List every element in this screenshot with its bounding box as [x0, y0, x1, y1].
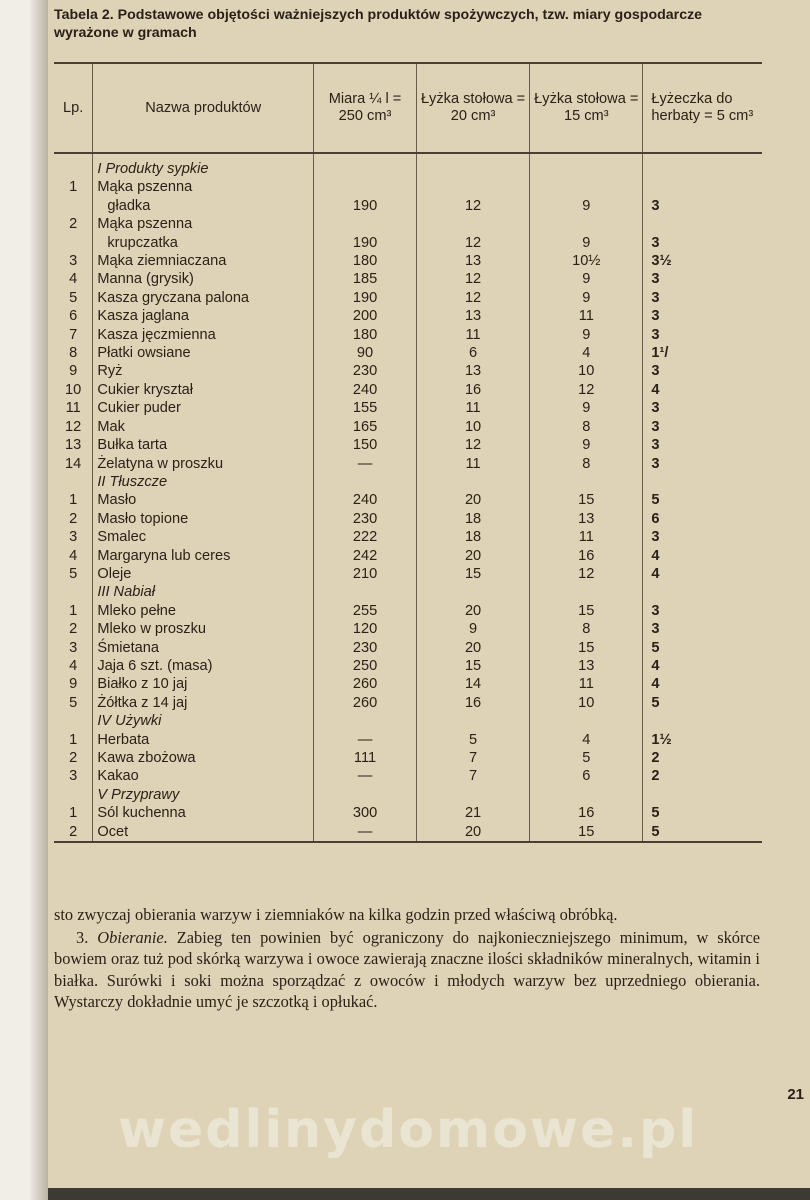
table-row [54, 436, 762, 454]
cell-tablespoon-20: 6 [416, 344, 529, 362]
cell-lp: 2 [69, 216, 78, 233]
header-tablespoon-15: Łyżka stołowa = 15 cm³ [530, 63, 643, 153]
cell-lp [54, 197, 93, 215]
cell-tablespoon-20: 20 [416, 823, 529, 842]
cell-tablespoon-20: 16 [416, 694, 529, 712]
cell-teaspoon [643, 215, 762, 233]
cell-tablespoon-15: 10½ [530, 252, 643, 270]
cell-tablespoon-15: 8 [530, 620, 643, 638]
section-empty [314, 473, 417, 491]
cell-tablespoon-15: 10 [530, 362, 643, 380]
header-lp: Lp. [54, 63, 93, 153]
cell-name: Mąka pszenna [93, 178, 314, 196]
cell-measure: 165 [314, 418, 417, 436]
cell-tablespoon-15: 13 [530, 657, 643, 675]
cell-tablespoon-15: 5 [530, 749, 643, 767]
section-empty [643, 786, 762, 804]
cell-lp: 1 [69, 492, 78, 509]
cell-lp: 5 [69, 694, 78, 711]
section-empty [314, 583, 417, 601]
cell-teaspoon: 4 [643, 565, 762, 583]
cell-measure: 180 [314, 326, 417, 344]
cell-name: Kakao [93, 767, 314, 785]
cell-tablespoon-15: 13 [530, 510, 643, 528]
cell-name: Masło [93, 491, 314, 509]
cell-measure [314, 178, 417, 196]
cell-name: Mąka pszenna [93, 215, 314, 233]
cell-name: Żółtka z 14 jaj [93, 694, 314, 712]
cell-name: Kasza jaglana [93, 307, 314, 325]
cell-lp: 14 [65, 455, 82, 472]
cell-tablespoon-20: 13 [416, 307, 529, 325]
header-teaspoon: Łyżeczka do herbaty = 5 cm³ [643, 63, 762, 153]
header-tablespoon-20: Łyżka stołowa = 20 cm³ [416, 63, 529, 153]
cell-tablespoon-20: 18 [416, 528, 529, 546]
section-row [54, 786, 762, 804]
table-caption [54, 6, 762, 42]
cell-tablespoon-20 [416, 215, 529, 233]
cell-tablespoon-15 [530, 178, 643, 196]
section-empty [416, 583, 529, 601]
cell-name: krupczatka [93, 234, 314, 252]
cell-tablespoon-15: 6 [530, 767, 643, 785]
cell-teaspoon: 3 [643, 528, 762, 546]
cell-tablespoon-20: 10 [416, 418, 529, 436]
section-empty [530, 583, 643, 601]
section-title: III Nabiał [93, 583, 314, 601]
cell-name: Mąka ziemniaczana [93, 252, 314, 270]
measures-table [54, 62, 762, 843]
section-empty [530, 786, 643, 804]
table-row [54, 767, 762, 785]
cell-tablespoon-15: 9 [530, 197, 643, 215]
watermark: wedlinydomowe.pl [117, 1100, 699, 1160]
cell-teaspoon: 4 [643, 675, 762, 693]
section-empty [314, 786, 417, 804]
table-row [54, 528, 762, 546]
section-row [54, 473, 762, 491]
cell-teaspoon: 3 [643, 399, 762, 417]
cell-tablespoon-15: 12 [530, 565, 643, 583]
cell-tablespoon-20: 20 [416, 602, 529, 620]
cell-measure: 255 [314, 602, 417, 620]
cell-tablespoon-20: 11 [416, 399, 529, 417]
cell-measure: 150 [314, 436, 417, 454]
cell-measure: — [314, 455, 417, 473]
cell-lp: 6 [69, 308, 78, 325]
table-row [54, 675, 762, 693]
cell-tablespoon-15: 11 [530, 307, 643, 325]
cell-teaspoon: 3 [643, 362, 762, 380]
caption-text: Podstawowe objętości ważniejszych produktów spożywczych, tzw. miary gospodarcze wyrażone w gramach [54, 7, 703, 41]
table-row [54, 565, 762, 583]
table-row [54, 178, 762, 196]
cell-lp: 13 [65, 437, 82, 454]
table-row [54, 344, 762, 362]
cell-measure: 240 [314, 381, 417, 399]
cell-lp: 4 [69, 547, 78, 564]
paragraph-2-lead: 3. [76, 927, 98, 947]
cell-name: Żelatyna w proszku [93, 455, 314, 473]
table-row [54, 804, 762, 822]
cell-lp: 3 [69, 768, 78, 785]
table-row [54, 418, 762, 436]
cell-tablespoon-15: 15 [530, 602, 643, 620]
cell-lp: 1 [69, 602, 78, 619]
cell-measure: 90 [314, 344, 417, 362]
cell-lp: 1 [69, 731, 78, 748]
cell-lp: 9 [69, 676, 78, 693]
section-title: II Tłuszcze [93, 473, 314, 491]
section-title: V Przyprawy [93, 786, 314, 804]
cell-name: Kasza jęczmienna [93, 326, 314, 344]
cell-teaspoon: 1½ [643, 731, 762, 749]
cell-name: Margaryna lub ceres [93, 547, 314, 565]
cell-measure: 300 [314, 804, 417, 822]
section-title: I Produkty sypkie [93, 153, 314, 178]
cell-lp: 8 [69, 345, 78, 362]
cell-measure: 190 [314, 197, 417, 215]
cell-tablespoon-20: 15 [416, 565, 529, 583]
section-empty [643, 712, 762, 730]
cell-lp: 3 [69, 529, 78, 546]
cell-lp: 2 [54, 823, 93, 842]
cell-tablespoon-15 [530, 215, 643, 233]
cell-name: Mleko w proszku [93, 620, 314, 638]
cell-lp: 10 [65, 381, 82, 398]
section-title: IV Używki [93, 712, 314, 730]
cell-tablespoon-15: 15 [530, 823, 643, 842]
section-lp [54, 786, 93, 804]
table-row [54, 455, 762, 473]
cell-tablespoon-20: 11 [416, 455, 529, 473]
cell-tablespoon-20: 13 [416, 362, 529, 380]
cell-lp: 7 [69, 326, 78, 343]
cell-tablespoon-15: 15 [530, 491, 643, 509]
table-row [54, 399, 762, 417]
cell-name: Oleje [93, 565, 314, 583]
table-row [54, 510, 762, 528]
cell-name: Herbata [93, 731, 314, 749]
cell-measure [314, 215, 417, 233]
cell-lp: 1 [69, 805, 78, 822]
table-row [54, 694, 762, 712]
cell-measure: — [314, 731, 417, 749]
cell-tablespoon-15: 10 [530, 694, 643, 712]
cell-lp: 3 [69, 639, 78, 656]
cell-name: Cukier puder [93, 399, 314, 417]
cell-name: Jaja 6 szt. (masa) [93, 657, 314, 675]
cell-name: Manna (grysik) [93, 270, 314, 288]
cell-teaspoon [643, 178, 762, 196]
cell-tablespoon-20: 20 [416, 491, 529, 509]
cell-teaspoon: 3 [643, 307, 762, 325]
cell-tablespoon-20: 20 [416, 639, 529, 657]
cell-tablespoon-15: 12 [530, 381, 643, 399]
cell-name: Cukier kryształ [93, 381, 314, 399]
cell-measure: 210 [314, 565, 417, 583]
section-empty [416, 153, 529, 178]
cell-teaspoon: 1¹/ [643, 344, 762, 362]
table-row [54, 639, 762, 657]
section-empty [643, 473, 762, 491]
header-measure: Miara ¼ l = 250 cm³ [314, 63, 417, 153]
cell-tablespoon-20: 12 [416, 234, 529, 252]
paragraph-2 [54, 927, 760, 1013]
cell-measure: 120 [314, 620, 417, 638]
cell-tablespoon-20: 12 [416, 436, 529, 454]
section-row [54, 583, 762, 601]
cell-lp: 4 [69, 657, 78, 674]
section-row [54, 153, 762, 178]
table-row [54, 823, 762, 842]
cell-tablespoon-20: 18 [416, 510, 529, 528]
cell-tablespoon-20: 9 [416, 620, 529, 638]
cell-measure: 242 [314, 547, 417, 565]
section-empty [416, 712, 529, 730]
cell-teaspoon: 2 [643, 749, 762, 767]
cell-tablespoon-15: 9 [530, 436, 643, 454]
paragraph-2-rest: Zabieg ten powinien być ograniczony do najkonieczniejszego minimum, w skórce bowiem oraz tuż pod skórką warzywa i owoce zawierają znaczne ilości składników mineralnych, witamin i białka. Surówki i soki można sporządzać z owoców i młodych warzyw bez uprzedniego obierania. Wystarczy dokładnie umyć je szczotką i opłukać. [54, 927, 761, 1011]
cell-lp: 5 [69, 565, 78, 582]
cell-teaspoon: 3 [643, 270, 762, 288]
table-row [54, 326, 762, 344]
cell-teaspoon: 3 [643, 289, 762, 307]
cell-tablespoon-15: 9 [530, 289, 643, 307]
cell-measure: 190 [314, 234, 417, 252]
paragraph-1: sto zwyczaj obierania warzyw i ziemniaków na kilka godzin przed właściwą obróbką. [54, 905, 618, 924]
cell-teaspoon: 4 [643, 381, 762, 399]
cell-measure: 260 [314, 694, 417, 712]
cell-name: Kawa zbożowa [93, 749, 314, 767]
section-lp [54, 153, 93, 178]
cell-tablespoon-20: 12 [416, 197, 529, 215]
section-lp [54, 712, 93, 730]
section-empty [416, 473, 529, 491]
cell-teaspoon: 2 [643, 767, 762, 785]
body-text [54, 904, 760, 1013]
table-row [54, 749, 762, 767]
cell-lp: 9 [69, 363, 78, 380]
cell-measure: 230 [314, 510, 417, 528]
section-lp [54, 583, 93, 601]
table-row [54, 307, 762, 325]
cell-lp: 2 [69, 621, 78, 638]
cell-tablespoon-15: 8 [530, 418, 643, 436]
table-row [54, 270, 762, 288]
section-empty [530, 153, 643, 178]
cell-teaspoon: 3 [643, 436, 762, 454]
table-row [54, 289, 762, 307]
page-edge [0, 0, 48, 1200]
cell-tablespoon-20: 14 [416, 675, 529, 693]
cell-measure: — [314, 767, 417, 785]
section-empty [530, 712, 643, 730]
cell-teaspoon: 3 [643, 197, 762, 215]
cell-teaspoon: 5 [643, 823, 762, 842]
cell-tablespoon-20: 11 [416, 326, 529, 344]
cell-tablespoon-20: 16 [416, 381, 529, 399]
table-row [54, 602, 762, 620]
cell-tablespoon-20: 7 [416, 749, 529, 767]
cell-measure: 222 [314, 528, 417, 546]
cell-measure: 190 [314, 289, 417, 307]
cell-measure: 240 [314, 491, 417, 509]
cell-tablespoon-15: 4 [530, 731, 643, 749]
cell-tablespoon-20 [416, 178, 529, 196]
cell-name: gładka [93, 197, 314, 215]
cell-measure: 111 [314, 749, 417, 767]
table-row [54, 197, 762, 215]
cell-measure: 155 [314, 399, 417, 417]
cell-teaspoon: 3 [643, 455, 762, 473]
cell-measure: 230 [314, 362, 417, 380]
header-name: Nazwa produktów [93, 63, 314, 153]
section-empty [314, 153, 417, 178]
cell-tablespoon-15: 16 [530, 804, 643, 822]
section-row [54, 712, 762, 730]
cell-tablespoon-15: 11 [530, 675, 643, 693]
cell-name: Bułka tarta [93, 436, 314, 454]
section-empty [314, 712, 417, 730]
cell-name: Mak [93, 418, 314, 436]
table-row [54, 362, 762, 380]
cell-tablespoon-15: 9 [530, 399, 643, 417]
cell-lp: 5 [69, 289, 78, 306]
cell-lp: 12 [65, 418, 82, 435]
cell-name: Białko z 10 jaj [93, 675, 314, 693]
cell-name: Smalec [93, 528, 314, 546]
table-header-row [54, 63, 762, 153]
cell-teaspoon: 3 [643, 602, 762, 620]
table-row [54, 491, 762, 509]
cell-name: Masło topione [93, 510, 314, 528]
cell-tablespoon-20: 7 [416, 767, 529, 785]
cell-teaspoon: 5 [643, 804, 762, 822]
section-empty [643, 583, 762, 601]
cell-teaspoon: 3 [643, 326, 762, 344]
cell-name: Ocet [93, 823, 314, 842]
page-number: 21 [787, 1086, 804, 1103]
table-row [54, 731, 762, 749]
cell-tablespoon-15: 9 [530, 326, 643, 344]
cell-teaspoon: 3½ [643, 252, 762, 270]
cell-name: Płatki owsiane [93, 344, 314, 362]
cell-measure: 200 [314, 307, 417, 325]
cell-tablespoon-15: 9 [530, 234, 643, 252]
cell-tablespoon-20: 21 [416, 804, 529, 822]
table-row [54, 234, 762, 252]
section-empty [530, 473, 643, 491]
cell-tablespoon-15: 11 [530, 528, 643, 546]
cell-measure: 185 [314, 270, 417, 288]
cell-tablespoon-15: 9 [530, 270, 643, 288]
cell-tablespoon-20: 15 [416, 657, 529, 675]
cell-measure: 180 [314, 252, 417, 270]
table-row [54, 252, 762, 270]
cell-tablespoon-15: 15 [530, 639, 643, 657]
cell-teaspoon: 5 [643, 491, 762, 509]
cell-name: Kasza gryczana palona [93, 289, 314, 307]
cell-tablespoon-15: 16 [530, 547, 643, 565]
section-lp [54, 473, 93, 491]
table-row [54, 547, 762, 565]
cell-lp: 2 [69, 750, 78, 766]
cell-measure: — [314, 823, 417, 842]
caption-label: Tabela 2. [54, 7, 114, 23]
cell-lp: 4 [69, 271, 78, 288]
cell-name: Śmietana [93, 639, 314, 657]
cell-lp [54, 234, 93, 252]
cell-lp: 2 [69, 510, 78, 527]
section-empty [416, 786, 529, 804]
table-body [54, 153, 762, 842]
cell-tablespoon-15: 4 [530, 344, 643, 362]
section-empty [643, 153, 762, 178]
cell-teaspoon: 3 [643, 234, 762, 252]
cell-teaspoon: 5 [643, 639, 762, 657]
table-row [54, 620, 762, 638]
cell-measure: 250 [314, 657, 417, 675]
table-row [54, 381, 762, 399]
cell-teaspoon: 3 [643, 620, 762, 638]
cell-teaspoon: 4 [643, 657, 762, 675]
cell-lp: 11 [65, 400, 81, 417]
cell-tablespoon-15: 8 [530, 455, 643, 473]
cell-teaspoon: 4 [643, 547, 762, 565]
cell-teaspoon: 5 [643, 694, 762, 712]
cell-name: Ryż [93, 362, 314, 380]
paragraph-2-term: Obieranie. [97, 927, 168, 947]
table-row [54, 657, 762, 675]
cell-lp: 3 [69, 253, 78, 270]
cell-lp: 1 [69, 179, 78, 196]
cell-tablespoon-20: 13 [416, 252, 529, 270]
cell-teaspoon: 3 [643, 418, 762, 436]
cell-tablespoon-20: 12 [416, 270, 529, 288]
cell-teaspoon: 6 [643, 510, 762, 528]
cell-tablespoon-20: 12 [416, 289, 529, 307]
cell-measure: 230 [314, 639, 417, 657]
cell-name: Mleko pełne [93, 602, 314, 620]
cell-tablespoon-20: 5 [416, 731, 529, 749]
table-row [54, 215, 762, 233]
cell-measure: 260 [314, 675, 417, 693]
cell-name: Sól kuchenna [93, 804, 314, 822]
cell-tablespoon-20: 20 [416, 547, 529, 565]
